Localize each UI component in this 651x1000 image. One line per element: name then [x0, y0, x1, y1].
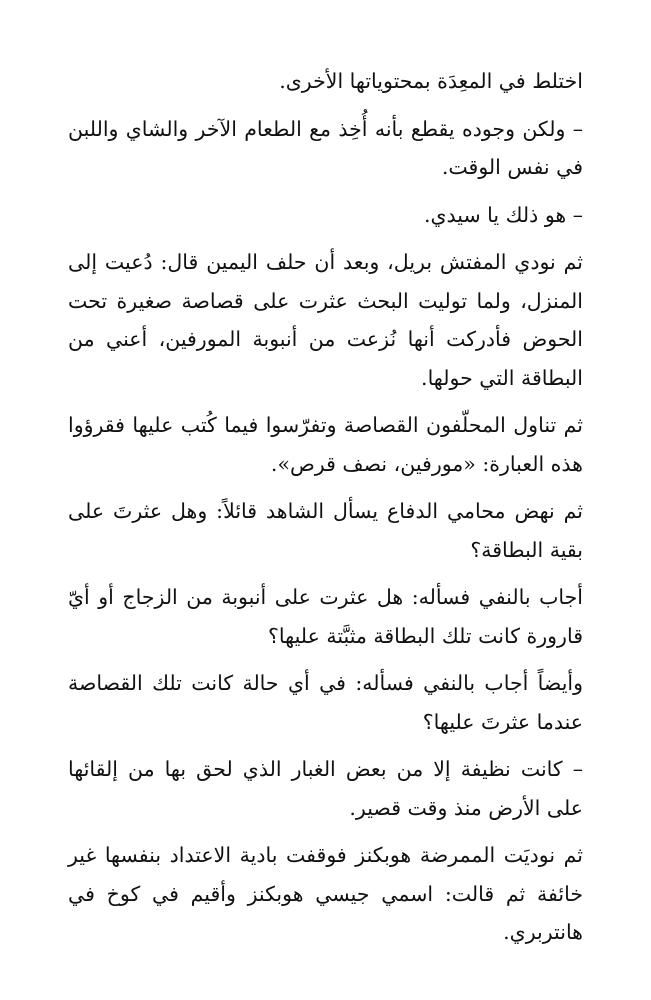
paragraph-4: ثم نودي المفتش بريل، وبعد أن حلف اليمين قال: دُعيت إلى المنزل، ولما توليت البحث عثرت على قصاصة صغيرة تحت الحوض فأدركت أنها نُزعت من أنبوبة المورفين، أعني من البطاقة التي حولها.: [68, 250, 583, 390]
paragraph-7: أجاب بالنفي فسأله: هل عثرت على أنبوبة من الزجاج أو أيّ قارورة كانت تلك البطاقة مثبَّتة عليها؟: [68, 585, 583, 648]
paragraph-3: – هو ذلك يا سيدي.: [423, 202, 583, 227]
paragraph-6: ثم نهض محامي الدفاع يسأل الشاهد قائلاً: وهل عثرتَ على بقية البطاقة؟: [68, 499, 583, 562]
paragraph-2: – ولكن وجوده يقطع بأنه أُخِذ مع الطعام الآخر والشاي واللبن في نفس الوقت.: [68, 116, 583, 179]
paragraph-10: ثم نوديَت الممرضة هوبكنز فوقفت بادية الاعتداد بنفسها غير خائفة ثم قالت: اسمي جيسي هوبكنز وأقيم في كوخ في هانتربري.: [68, 843, 583, 944]
book-page: [68, 62, 583, 961]
paragraph-9: – كانت نظيفة إلا من بعض الغبار الذي لحق بها من إلقائها على الأرض منذ وقت قصير.: [68, 757, 583, 820]
paragraph-8: وأيضاً أجاب بالنفي فسأله: في أي حالة كانت تلك القصاصة عندما عثرتَ عليها؟: [68, 671, 583, 734]
paragraph-1: اختلط في المعِدَة بمحتوياتها الأخرى.: [279, 69, 583, 93]
paragraph-5: ثم تناول المحلّفون القصاصة وتفرّسوا فيما كُتب عليها فقرؤوا هذه العبارة: «مورفين، نصف قرص».: [68, 413, 583, 476]
